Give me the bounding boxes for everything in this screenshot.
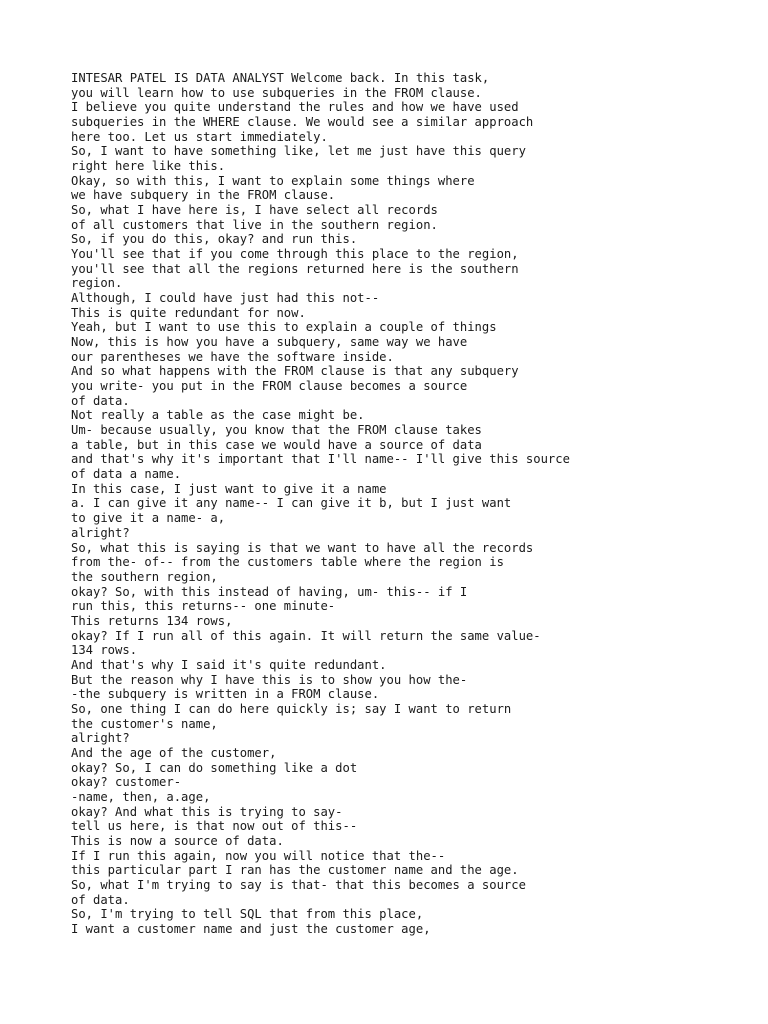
transcript-line: If I run this again, now you will notice that the--	[71, 848, 446, 863]
transcript-line: we have subquery in the FROM clause.	[71, 188, 336, 203]
transcript-line: subqueries in the WHERE clause. We would see a similar approach	[71, 115, 534, 130]
transcript-line: and that's why it's important that I'll name-- I'll give this source	[71, 452, 570, 467]
transcript-line: -the subquery is written in a FROM clause.	[71, 687, 380, 702]
transcript-line: Although, I could have just had this not--	[71, 291, 380, 306]
transcript-line: this particular part I ran has the customer name and the age.	[71, 863, 519, 878]
transcript-line: okay? And what this is trying to say-	[71, 804, 343, 819]
transcript-line: So, one thing I can do here quickly is; say I want to return	[71, 701, 512, 716]
transcript-line: Yeah, but I want to use this to explain a couple of things	[71, 320, 497, 335]
transcript-line: of all customers that live in the southern region.	[71, 217, 438, 232]
transcript-line: alright?	[71, 731, 130, 746]
transcript-line: our parentheses we have the software inside.	[71, 349, 394, 364]
transcript-line: a table, but in this case we would have a source of data	[71, 437, 482, 452]
transcript-line: of data a name.	[71, 467, 182, 482]
transcript-line: right here like this.	[71, 159, 226, 174]
transcript-line: So, what I'm trying to say is that- that this becomes a source	[71, 877, 526, 892]
transcript-line: But the reason why I have this is to show you how the-	[71, 672, 468, 687]
transcript-line: INTESAR PATEL IS DATA ANALYST Welcome back. In this task,	[71, 71, 490, 85]
transcript-line: And so what happens with the FROM clause is that any subquery	[71, 364, 519, 379]
transcript-line: I believe you quite understand the rules and how we have used	[71, 100, 519, 115]
transcript-line: okay? So, with this instead of having, um- this-- if I	[71, 584, 468, 599]
transcript-line: you write- you put in the FROM clause becomes a source	[71, 379, 468, 394]
transcript-line: a. I can give it any name-- I can give it b, but I just want	[71, 496, 512, 511]
transcript-line: okay? So, I can do something like a dot	[71, 760, 358, 775]
transcript-line: region.	[71, 276, 123, 291]
transcript-line: Now, this is how you have a subquery, same way we have	[71, 335, 468, 350]
transcript-line: Um- because usually, you know that the FROM clause takes	[71, 423, 482, 438]
transcript-line: run this, this returns-- one minute-	[71, 599, 336, 614]
transcript-line: This is quite redundant for now.	[71, 305, 306, 320]
transcript-line: to give it a name- a,	[71, 511, 226, 526]
transcript-line: -name, then, a.age,	[71, 789, 211, 804]
transcript-line: you'll see that all the regions returned here is the southern	[71, 261, 519, 276]
transcript-line: Not really a table as the case might be.	[71, 408, 365, 423]
transcript-line: here too. Let us start immediately.	[71, 129, 328, 144]
transcript-line: So, I'm trying to tell SQL that from this place,	[71, 907, 424, 922]
transcript-line: You'll see that if you come through this place to the region,	[71, 247, 519, 262]
transcript-line: you will learn how to use subqueries in the FROM clause.	[71, 85, 482, 100]
transcript-line: So, what this is saying is that we want to have all the records	[71, 540, 534, 555]
transcript-line: So, what I have here is, I have select all records	[71, 203, 438, 218]
transcript-line: the customer's name,	[71, 716, 218, 731]
transcript-line: In this case, I just want to give it a name	[71, 481, 387, 496]
transcript-line: So, if you do this, okay? and run this.	[71, 232, 358, 247]
transcript-line: of data.	[71, 892, 130, 907]
transcript-line: And that's why I said it's quite redundant.	[71, 657, 387, 672]
transcript-line: This is now a source of data.	[71, 833, 284, 848]
transcript-line: Okay, so with this, I want to explain some things where	[71, 173, 475, 188]
transcript-line: okay? customer-	[71, 775, 182, 790]
transcript-line: from the- of-- from the customers table where the region is	[71, 555, 504, 570]
transcript-text	[71, 71, 570, 937]
transcript-line: This returns 134 rows,	[71, 613, 233, 628]
transcript-line: And the age of the customer,	[71, 745, 277, 760]
transcript-line: tell us here, is that now out of this--	[71, 819, 358, 834]
transcript-line: alright?	[71, 525, 130, 540]
transcript-line: the southern region,	[71, 569, 218, 584]
transcript-line: of data.	[71, 393, 130, 408]
transcript-line: okay? If I run all of this again. It will return the same value-	[71, 628, 541, 643]
transcript-line: I want a customer name and just the customer age,	[71, 921, 431, 936]
transcript-line: So, I want to have something like, let me just have this query	[71, 144, 526, 159]
transcript-line: 134 rows.	[71, 643, 138, 658]
